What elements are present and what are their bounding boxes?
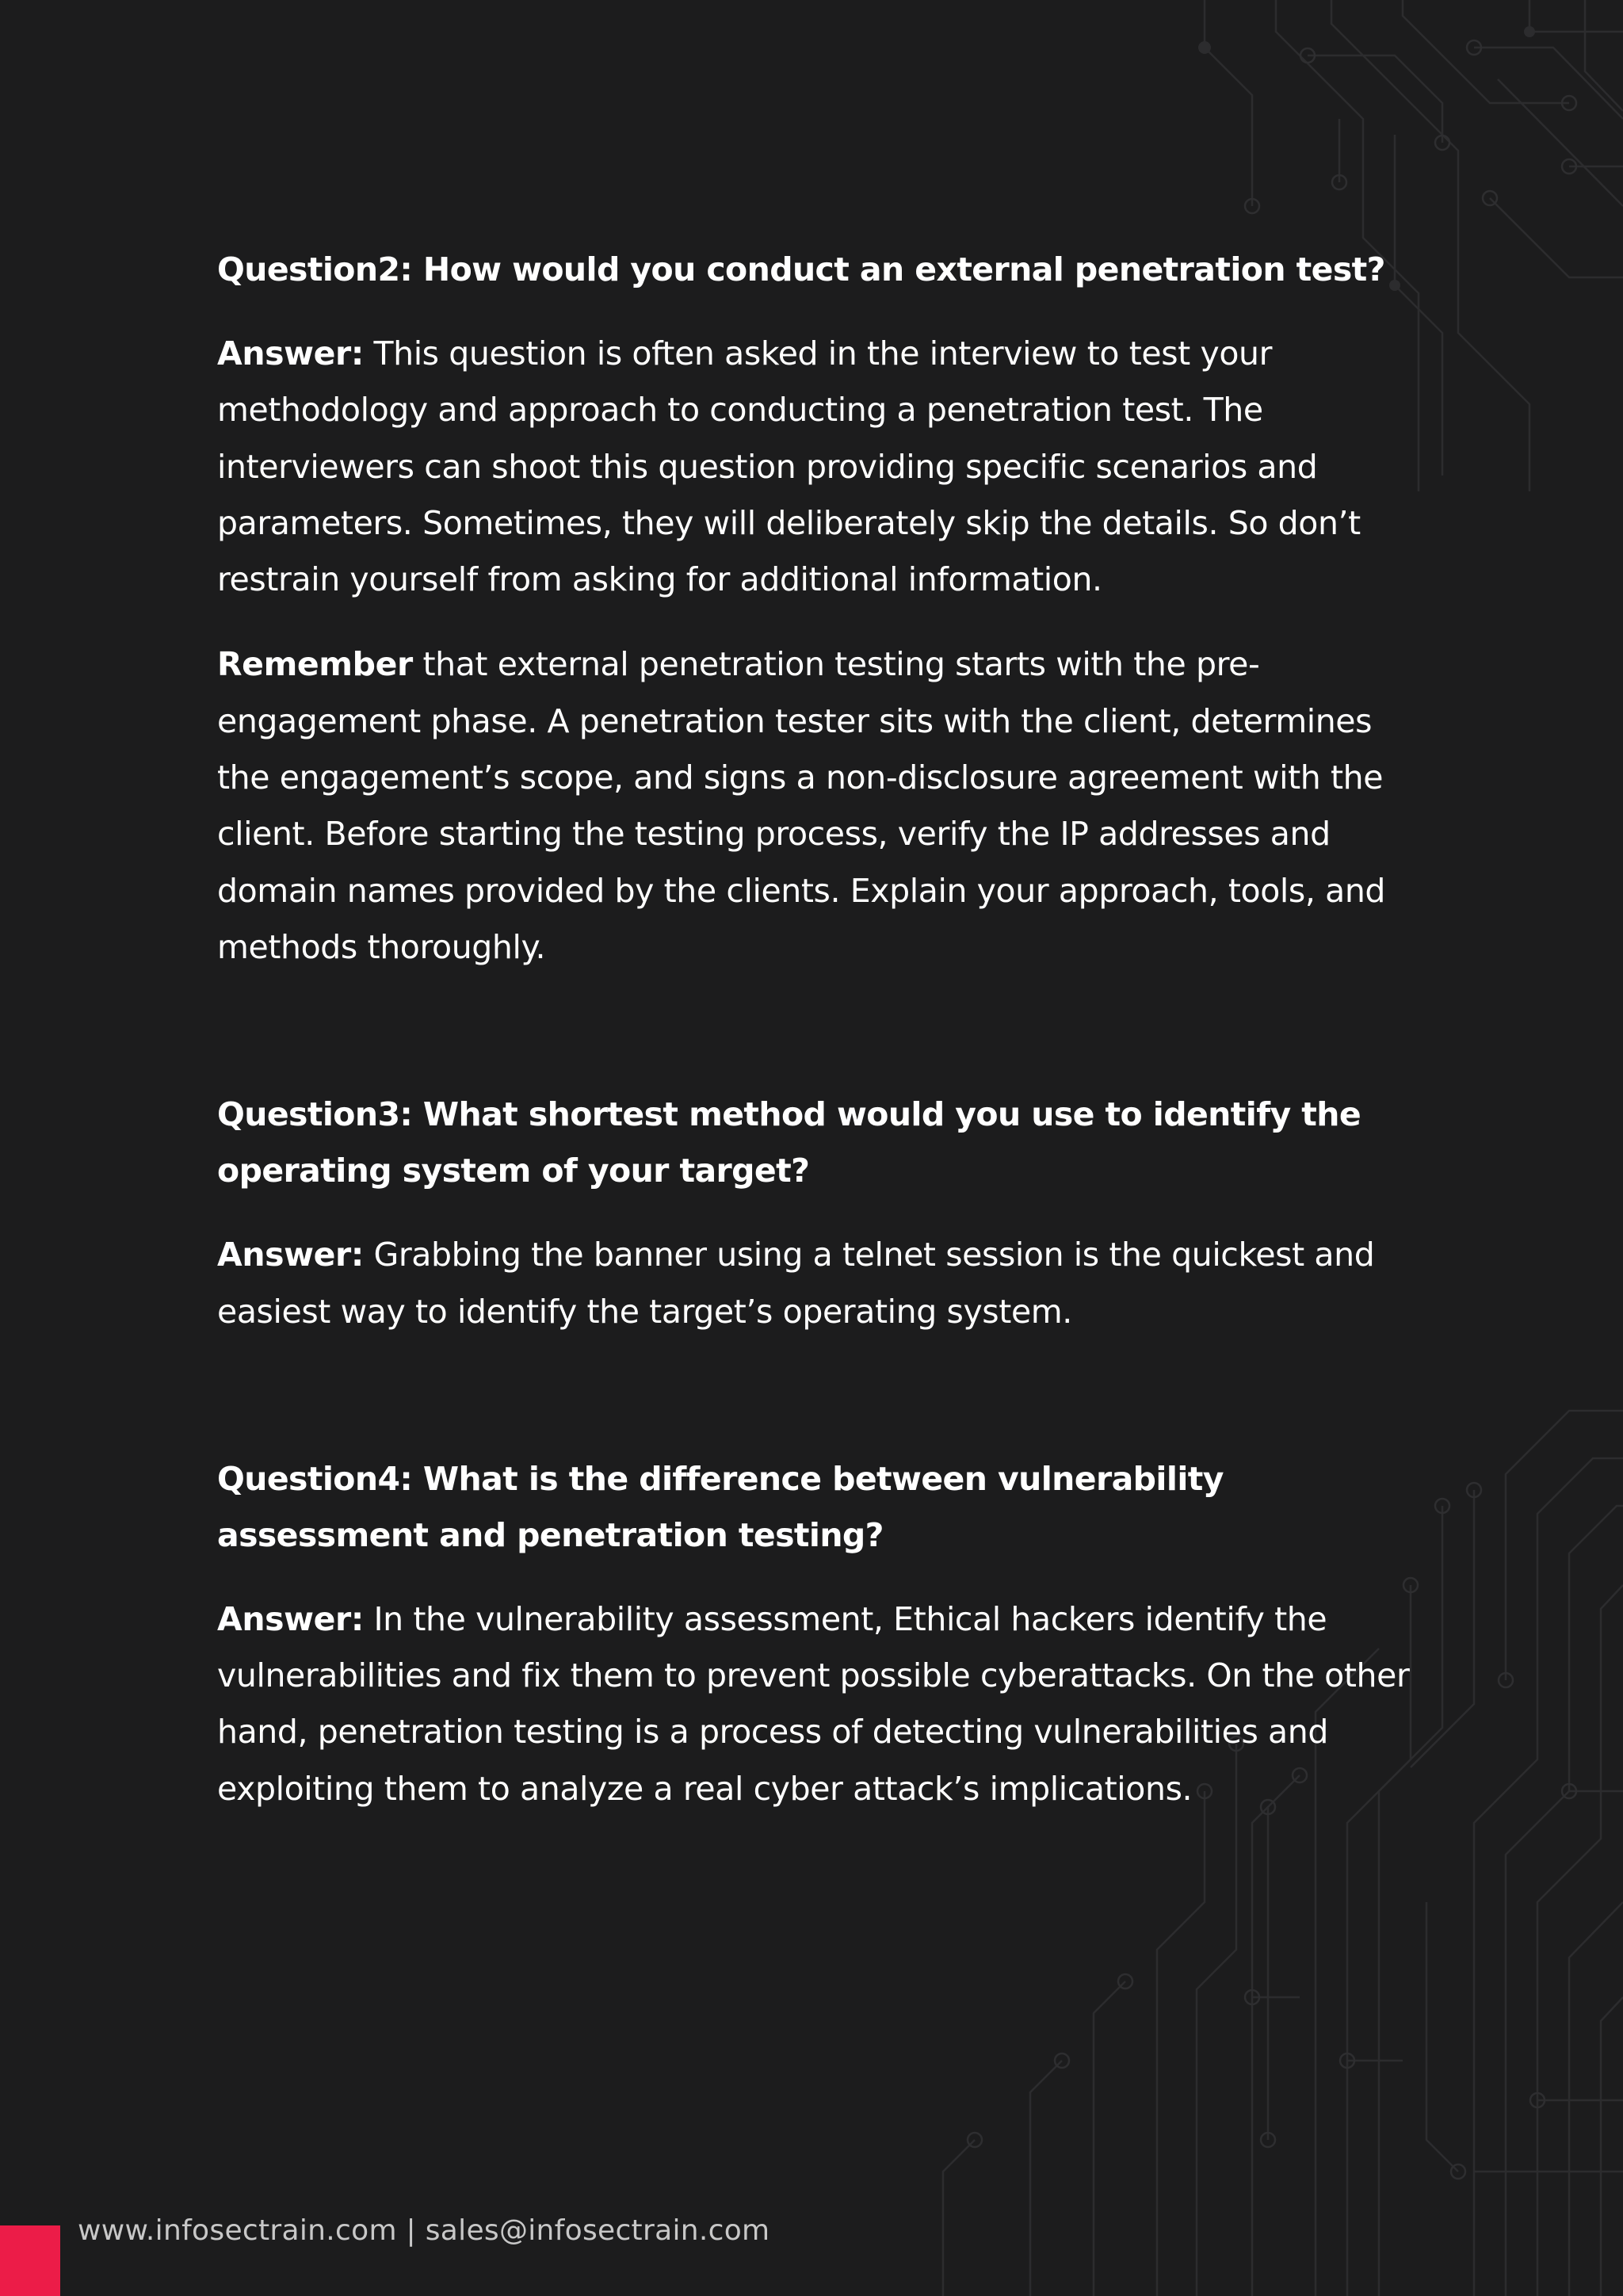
question-3-answer [217, 1227, 1430, 1340]
remember-label: Remember [217, 645, 413, 684]
answer-label: Answer: [217, 1599, 364, 1638]
document-body [217, 242, 1430, 1817]
answer-text: Grabbing the banner using a telnet session is the quickest and easiest way to identify the target’s operating system. [217, 1236, 1375, 1331]
question-2-heading: Question2: How would you conduct an external penetration test? [217, 250, 1385, 288]
question-4-heading: Question4: What is the difference between vulnerability assessment and penetration testing? [217, 1459, 1224, 1554]
answer-label: Answer: [217, 334, 364, 372]
footer-contact[interactable]: www.infosectrain.com | sales@infosectrain.com [78, 2214, 770, 2247]
answer-text: This question is often asked in the interview to test your methodology and approach to conducting a penetration test. The interviewers can shoot this question providing specific scenarios and parameters. Sometimes, they will deliberately skip the details. So don’t restrain yourself from asking for additional information. [217, 334, 1361, 599]
answer-text: In the vulnerability assessment, Ethical hackers identify the vulnerabilities and fix them to prevent possible cyberattacks. On the other hand, penetration testing is a process of detecting vulnerabilities and exploiting them to analyze a real cyber attack’s implications. [217, 1599, 1410, 1808]
question-3-heading: Question3: What shortest method would you use to identify the operating system of your target? [217, 1095, 1361, 1190]
footer-accent-block [0, 2225, 60, 2296]
remember-text: that external penetration testing starts with the pre-engagement phase. A penetration tester sits with the client, determines the engagement’s scope, and signs a non-disclosure agreement with the client. Before starting the testing process, verify the IP addresses and domain names provided by the clients. Explain your approach, tools, and methods thoroughly. [217, 645, 1386, 966]
answer-label: Answer: [217, 1236, 364, 1274]
question-4-answer [217, 1591, 1430, 1817]
question-2-answer [217, 326, 1430, 608]
question-2-remember [217, 636, 1430, 976]
